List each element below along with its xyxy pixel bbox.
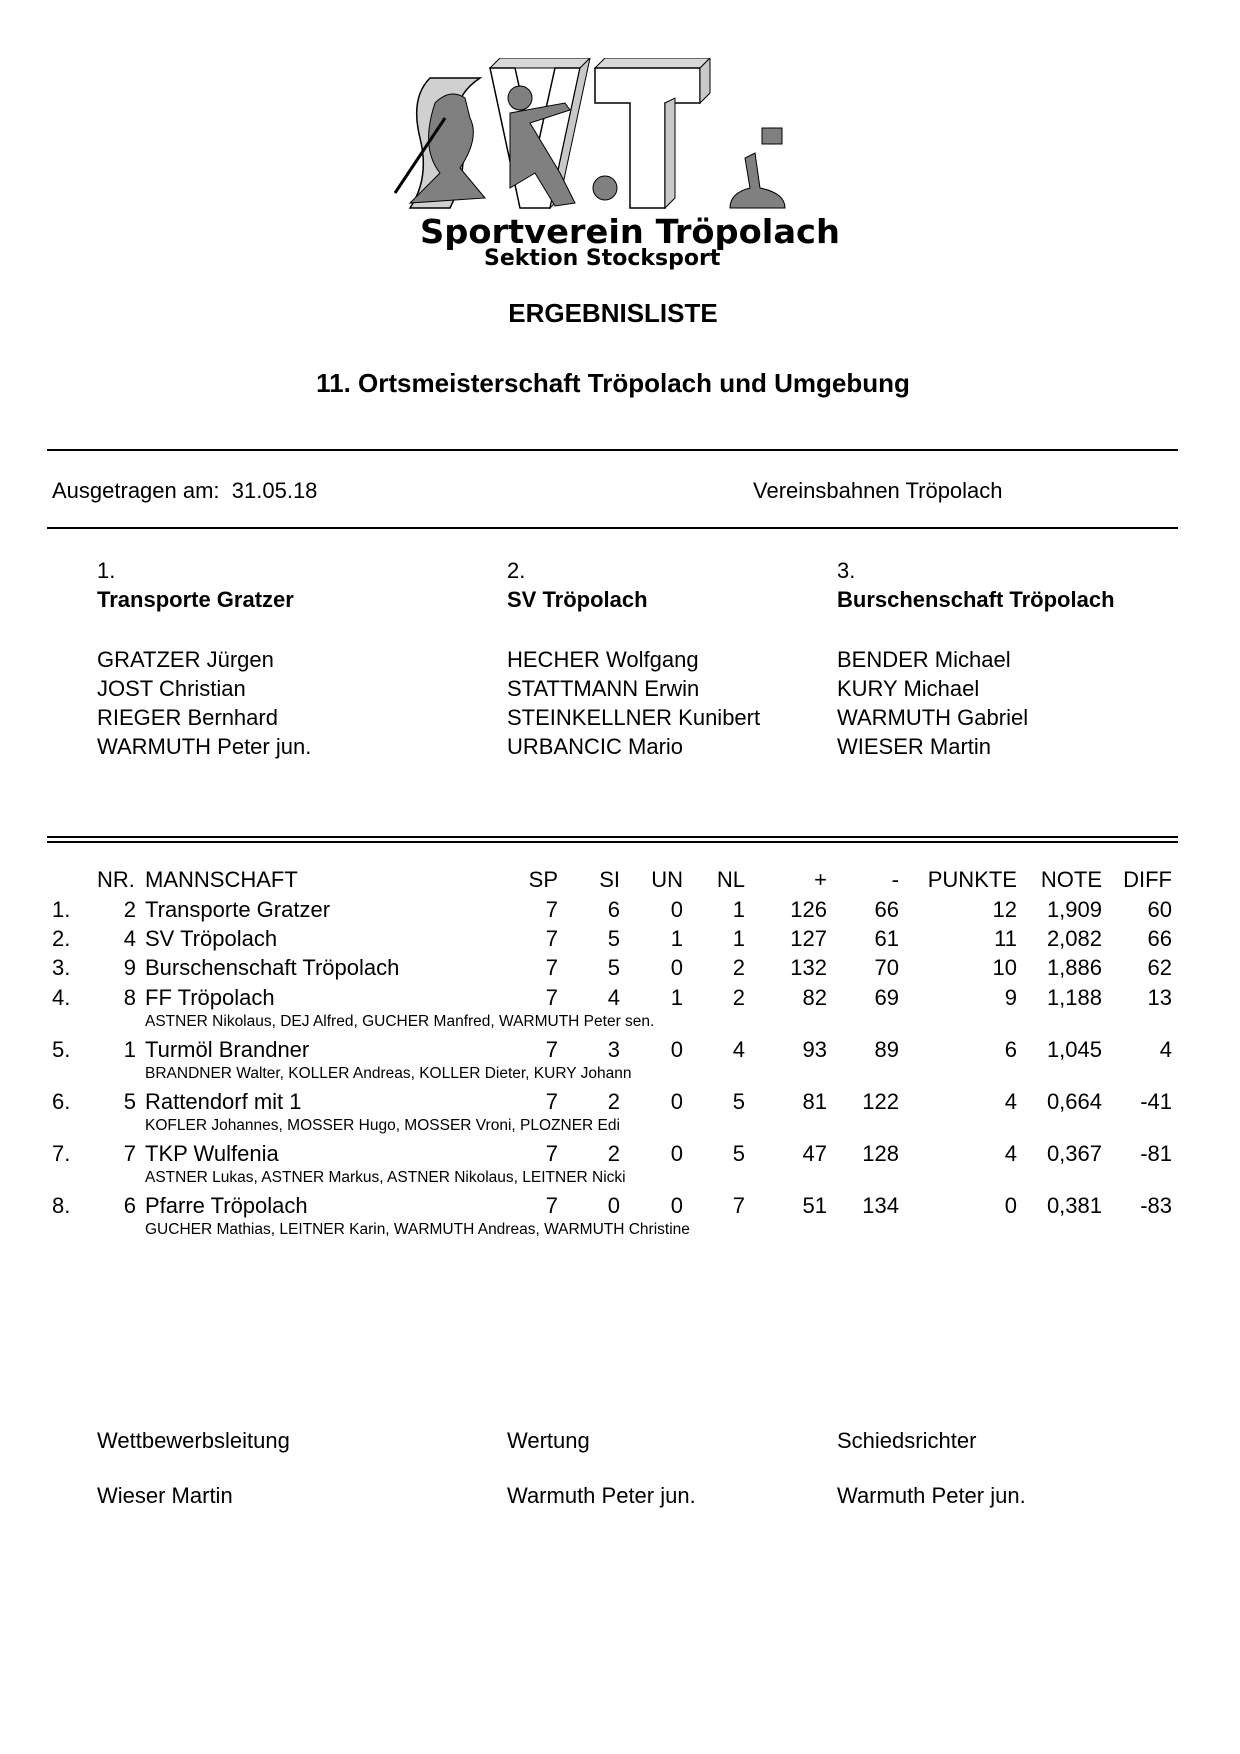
- cell-punkte: 12: [992, 897, 1017, 922]
- divider: [47, 527, 1178, 529]
- podium-member: STEINKELLNER Kunibert: [507, 705, 761, 730]
- cell-note: 0,367: [1046, 1141, 1102, 1166]
- cell-note: 1,045: [1046, 1037, 1102, 1062]
- cell-punkte: 11: [994, 926, 1017, 951]
- cell-plus: 127: [790, 926, 827, 951]
- table-row: [0, 985, 1240, 1013]
- cell-team: FF Tröpolach: [145, 985, 275, 1010]
- cell-un: 0: [670, 955, 683, 980]
- cell-sp: 7: [545, 1193, 558, 1218]
- cell-rank: 4.: [52, 985, 71, 1010]
- cell-nl: 5: [732, 1089, 745, 1114]
- cell-diff: -81: [1140, 1141, 1172, 1166]
- cell-nl: 7: [732, 1193, 745, 1218]
- cell-punkte: 0: [1004, 1193, 1017, 1218]
- table-row: [0, 1193, 1240, 1221]
- cell-nr: 6: [123, 1193, 136, 1218]
- col-minus: -: [891, 867, 899, 892]
- podium-member: WARMUTH Peter jun.: [97, 734, 312, 759]
- cell-team: Burschenschaft Tröpolach: [145, 955, 400, 980]
- cell-plus: 47: [802, 1141, 827, 1166]
- cell-minus: 89: [874, 1037, 899, 1062]
- cell-sp: 7: [545, 1037, 558, 1062]
- col-note: NOTE: [1040, 867, 1102, 892]
- cell-rank: 2.: [52, 926, 71, 951]
- cell-team: Turmöl Brandner: [145, 1037, 310, 1062]
- cell-minus: 61: [874, 926, 899, 951]
- cell-note: 0,381: [1046, 1193, 1102, 1218]
- table-row: [0, 926, 1240, 954]
- cell-diff: 62: [1147, 955, 1172, 980]
- podium-member: URBANCIC Mario: [507, 734, 684, 759]
- col-punkte: PUNKTE: [927, 867, 1017, 892]
- cell-punkte: 6: [1004, 1037, 1017, 1062]
- cell-plus: 132: [790, 955, 827, 980]
- podium-place: 1.: [97, 558, 116, 583]
- cell-note: 1,909: [1046, 897, 1102, 922]
- cell-diff: -83: [1140, 1193, 1172, 1218]
- date-info: [52, 478, 317, 504]
- cell-un: 0: [670, 897, 683, 922]
- cell-rank: 3.: [52, 955, 71, 980]
- cell-nr: 1: [123, 1037, 136, 1062]
- podium-member: HECHER Wolfgang: [507, 647, 699, 672]
- cell-diff: 13: [1147, 985, 1172, 1010]
- podium-member: KURY Michael: [837, 676, 980, 701]
- podium-member: RIEGER Bernhard: [97, 705, 278, 730]
- cell-nl: 5: [732, 1141, 745, 1166]
- cell-rank: 5.: [52, 1037, 71, 1062]
- cell-note: 2,082: [1046, 926, 1102, 951]
- col-diff: DIFF: [1123, 867, 1172, 892]
- cell-punkte: 4: [1004, 1141, 1017, 1166]
- cell-si: 5: [607, 955, 620, 980]
- team-members: ASTNER Lukas, ASTNER Markus, ASTNER Nikolaus, LEITNER Nicki: [145, 1169, 626, 1186]
- cell-minus: 122: [862, 1089, 899, 1114]
- cell-sp: 7: [545, 1089, 558, 1114]
- cell-si: 2: [607, 1141, 620, 1166]
- cell-nr: 2: [123, 897, 136, 922]
- podium-member: WARMUTH Gabriel: [837, 705, 1029, 730]
- cell-plus: 126: [790, 897, 827, 922]
- cell-punkte: 10: [992, 955, 1017, 980]
- team-members: BRANDNER Walter, KOLLER Andreas, KOLLER Dieter, KURY Johann: [145, 1065, 632, 1082]
- footer-label-competition-lead: Wettbewerbsleitung: [97, 1428, 290, 1453]
- cell-team: Pfarre Tröpolach: [145, 1193, 308, 1218]
- podium-first: [97, 556, 311, 761]
- cell-team: TKP Wulfenia: [145, 1141, 279, 1166]
- cell-nr: 4: [123, 926, 136, 951]
- cell-nr: 8: [123, 985, 136, 1010]
- cell-sp: 7: [545, 955, 558, 980]
- cell-minus: 134: [862, 1193, 899, 1218]
- cell-un: 1: [670, 926, 683, 951]
- cell-minus: 128: [862, 1141, 899, 1166]
- cell-diff: 4: [1159, 1037, 1172, 1062]
- cell-note: 1,188: [1046, 985, 1102, 1010]
- podium-team: Transporte Gratzer: [97, 587, 294, 612]
- club-name: Sportverein Tröpolach: [420, 212, 840, 251]
- footer-name-referee: Warmuth Peter jun.: [837, 1483, 1026, 1508]
- logo-graphic-icon: [390, 58, 810, 218]
- event-title: 11. Ortsmeisterschaft Tröpolach und Umgebung: [316, 368, 910, 398]
- venue: Vereinsbahnen Tröpolach: [753, 478, 1003, 503]
- cell-un: 0: [670, 1141, 683, 1166]
- cell-note: 0,664: [1046, 1089, 1102, 1114]
- team-members: GUCHER Mathias, LEITNER Karin, WARMUTH Andreas, WARMUTH Christine: [145, 1221, 690, 1238]
- cell-un: 1: [670, 985, 683, 1010]
- footer-name-competition-lead: Wieser Martin: [97, 1483, 233, 1508]
- cell-rank: 1.: [52, 897, 71, 922]
- table-header: [0, 867, 1240, 895]
- cell-rank: 6.: [52, 1089, 71, 1114]
- cell-team: Rattendorf mit 1: [145, 1089, 302, 1114]
- podium-member: GRATZER Jürgen: [97, 647, 274, 672]
- podium-place: 3.: [837, 558, 856, 583]
- cell-si: 5: [607, 926, 620, 951]
- cell-diff: 60: [1147, 897, 1172, 922]
- table-row: [0, 897, 1240, 925]
- cell-diff: -41: [1140, 1089, 1172, 1114]
- col-sp: SP: [528, 867, 558, 892]
- cell-punkte: 9: [1004, 985, 1017, 1010]
- cell-nl: 1: [732, 897, 745, 922]
- table-row: [0, 1037, 1240, 1065]
- cell-un: 0: [670, 1037, 683, 1062]
- cell-si: 0: [607, 1193, 620, 1218]
- cell-plus: 81: [802, 1089, 827, 1114]
- team-members: KOFLER Johannes, MOSSER Hugo, MOSSER Vroni, PLOZNER Edi: [145, 1117, 620, 1134]
- col-nr: NR.: [97, 867, 135, 892]
- footer-label-scoring: Wertung: [507, 1428, 590, 1453]
- page-title: ERGEBNISLISTE: [508, 298, 718, 328]
- divider: [47, 449, 1178, 451]
- cell-minus: 70: [874, 955, 899, 980]
- double-divider: [47, 841, 1178, 843]
- cell-si: 4: [607, 985, 620, 1010]
- double-divider: [47, 836, 1178, 838]
- cell-nl: 1: [732, 926, 745, 951]
- cell-nl: 4: [732, 1037, 745, 1062]
- table-row: [0, 1141, 1240, 1169]
- cell-si: 3: [607, 1037, 620, 1062]
- podium-member: STATTMANN Erwin: [507, 676, 700, 701]
- cell-si: 6: [607, 897, 620, 922]
- cell-nl: 2: [732, 985, 745, 1010]
- footer-label-referee: Schiedsrichter: [837, 1428, 977, 1453]
- table-row: [0, 955, 1240, 983]
- cell-diff: 66: [1147, 926, 1172, 951]
- cell-plus: 93: [802, 1037, 827, 1062]
- cell-sp: 7: [545, 897, 558, 922]
- podium-member: JOST Christian: [97, 676, 246, 701]
- cell-sp: 7: [545, 1141, 558, 1166]
- col-nl: NL: [716, 867, 745, 892]
- table-row: [0, 1089, 1240, 1117]
- cell-plus: 82: [802, 985, 827, 1010]
- cell-un: 0: [670, 1193, 683, 1218]
- col-plus: +: [814, 867, 827, 892]
- cell-nl: 2: [732, 955, 745, 980]
- cell-team: SV Tröpolach: [145, 926, 278, 951]
- podium-second: [507, 556, 760, 761]
- podium-member: WIESER Martin: [837, 734, 992, 759]
- club-section: Sektion Stocksport: [484, 246, 721, 271]
- team-members: ASTNER Nikolaus, DEJ Alfred, GUCHER Manfred, WARMUTH Peter sen.: [145, 1013, 655, 1030]
- podium-member: BENDER Michael: [837, 647, 1011, 672]
- cell-sp: 7: [545, 985, 558, 1010]
- cell-note: 1,886: [1046, 955, 1102, 980]
- col-un: UN: [651, 867, 683, 892]
- cell-nr: 7: [123, 1141, 136, 1166]
- cell-sp: 7: [545, 926, 558, 951]
- cell-nr: 9: [123, 955, 136, 980]
- date-label: Ausgetragen am:: [52, 478, 220, 503]
- podium-team: Burschenschaft Tröpolach: [837, 587, 1115, 612]
- cell-si: 2: [607, 1089, 620, 1114]
- cell-un: 0: [670, 1089, 683, 1114]
- cell-minus: 66: [874, 897, 899, 922]
- cell-nr: 5: [123, 1089, 136, 1114]
- podium-place: 2.: [507, 558, 526, 583]
- footer-name-scoring: Warmuth Peter jun.: [507, 1483, 696, 1508]
- cell-rank: 7.: [52, 1141, 71, 1166]
- cell-rank: 8.: [52, 1193, 71, 1218]
- cell-minus: 69: [874, 985, 899, 1010]
- cell-team: Transporte Gratzer: [145, 897, 331, 922]
- event-date: 31.05.18: [231, 478, 318, 503]
- col-si: SI: [599, 867, 620, 892]
- podium-team: SV Tröpolach: [507, 587, 648, 612]
- cell-punkte: 4: [1004, 1089, 1017, 1114]
- podium-third: [837, 556, 1115, 761]
- col-team: MANNSCHAFT: [145, 867, 298, 892]
- cell-plus: 51: [802, 1193, 827, 1218]
